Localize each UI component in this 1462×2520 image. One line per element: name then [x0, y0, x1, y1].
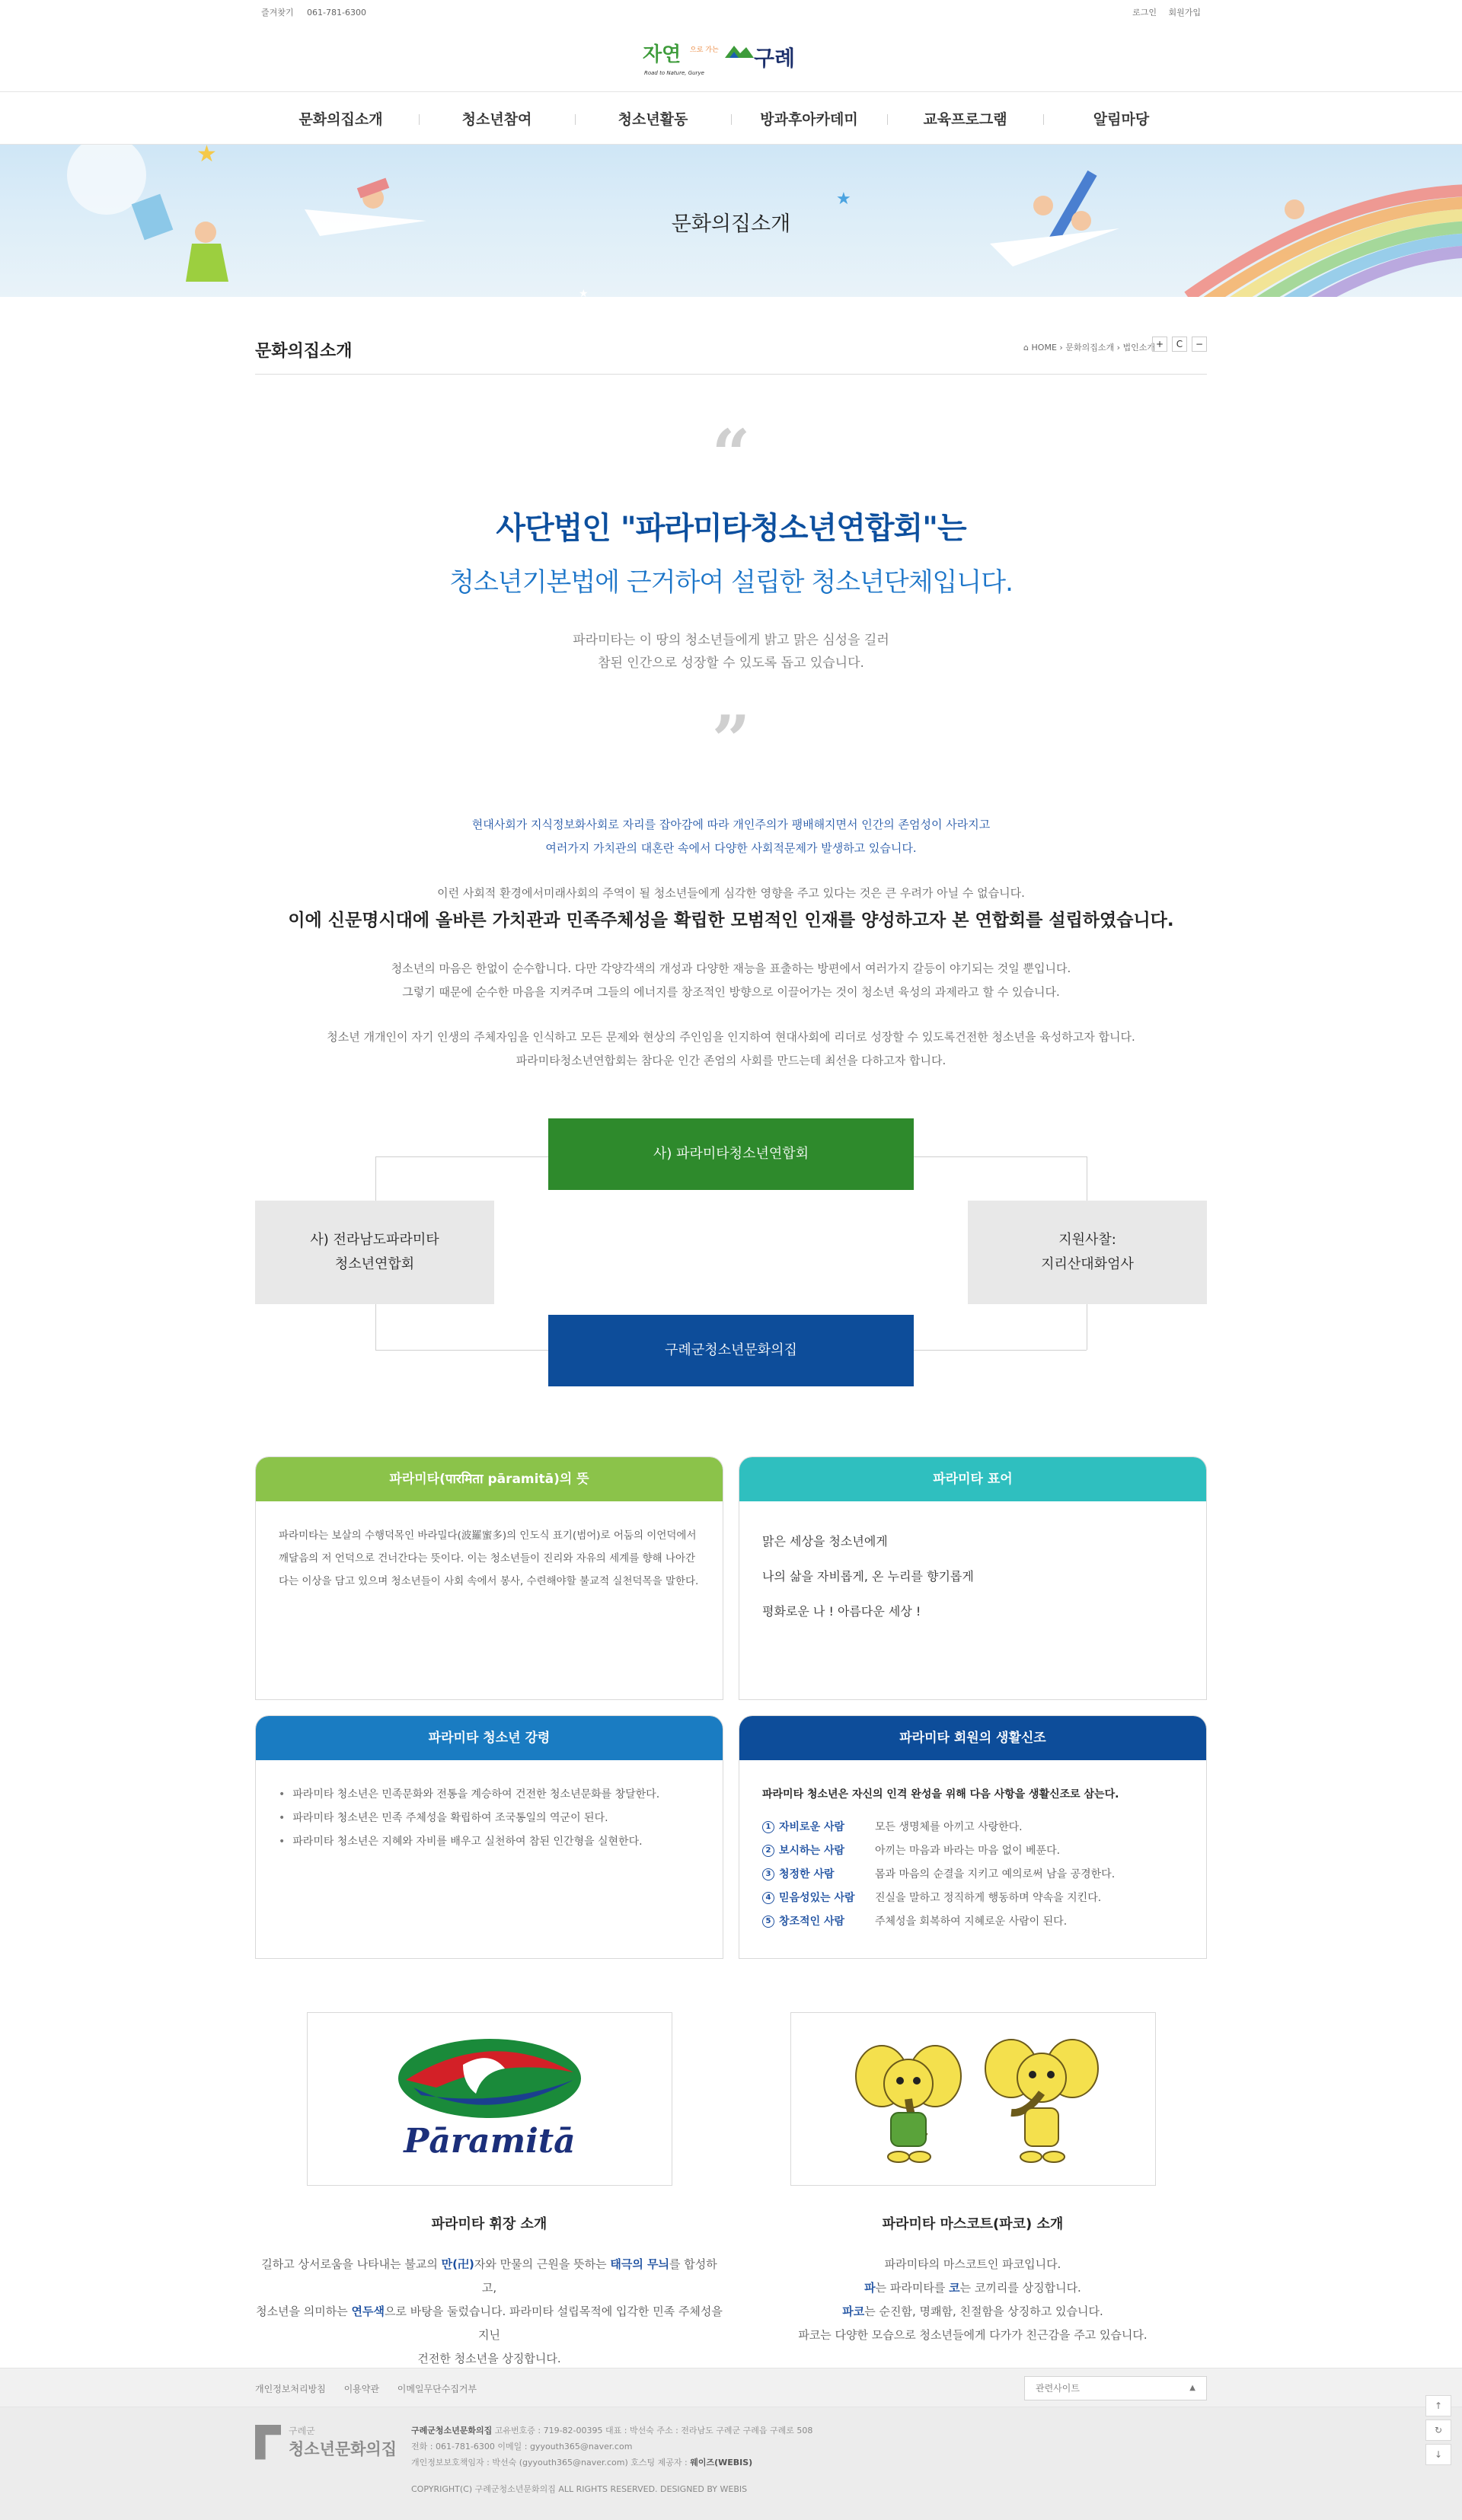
org-chart	[255, 1118, 1207, 1392]
footer-logo-big: 청소년문화의집	[289, 2440, 397, 2458]
charter-desc: 몸과 마음의 순결을 지키고 예의로써 남을 공경한다.	[875, 1868, 1116, 1880]
nav-item-activity[interactable]: 청소년활동	[575, 108, 731, 129]
emblem-text: 청소년을 의미하는	[256, 2305, 352, 2318]
text-size-tools	[1152, 337, 1207, 352]
chevron-right-icon: ›	[1059, 343, 1066, 352]
breadcrumb	[1023, 341, 1155, 353]
charter-desc: 아끼는 마음과 바라는 마음 없이 베푼다.	[875, 1845, 1061, 1857]
charter-key: 자비로운 사람	[779, 1821, 845, 1833]
charter-desc: 진실을 말하고 정직하게 행동하며 약속을 지킨다.	[875, 1892, 1102, 1904]
mascot-description	[739, 2253, 1207, 2347]
org-box-temple: 지원사찰: 지리산대화엄사	[968, 1201, 1207, 1304]
emblem-text: 길하고 상서로움을 나타내는 불교의	[261, 2257, 442, 2271]
footer-links	[255, 2382, 492, 2395]
nav-item-academy[interactable]: 방과후아카데미	[731, 108, 887, 129]
intro-subline: 청소년기본법에 근거하여 설립한 청소년단체입니다.	[449, 567, 1013, 598]
charter-number: 4	[762, 1892, 774, 1904]
site-footer	[0, 2368, 1462, 2520]
star-icon-blue: ★	[836, 190, 851, 209]
footer-org-name: 구례군청소년문화의집	[411, 2426, 493, 2435]
privacy-policy-link[interactable]: 개인정보처리방침	[255, 2384, 326, 2394]
body-paragraph-3	[255, 1026, 1207, 1073]
footer-copyright: COPYRIGHT(C) 구례군청소년문화의집 ALL RIGHTS RESERVED. DESIGNED BY WEBIS	[411, 2484, 748, 2494]
card-program-title: 파라미타 청소년 강령	[256, 1716, 723, 1760]
nav-item-about[interactable]: 문화의집소개	[298, 110, 383, 128]
top-phone: 061-781-6300	[307, 8, 366, 18]
logo-word-1: 자연	[643, 43, 682, 66]
footer-info-line-2: 전화 : 061-781-6300 이메일 : gyyouth365@naver.com	[411, 2442, 633, 2451]
mascot-pako-left	[856, 2046, 961, 2162]
card-program	[255, 1715, 723, 1959]
related-sites-select[interactable]	[1024, 2376, 1207, 2400]
rainbow-illustration	[1188, 190, 1462, 297]
body-p5: 파라미타청소년연합회는 참다운 인간 존엄의 사회를 만드는데 최선을 다하고자 합니다.	[516, 1054, 946, 1067]
motto-line: 나의 삶을 자비롭게, 온 누리를 향기롭게	[762, 1569, 974, 1584]
org-box-jeonnam: 사) 전라남도파라미타 청소년연합회	[255, 1201, 494, 1304]
program-item: • 파라미타 청소년은 민족문화와 전통을 계승하여 건전한 청소년문화를 창달한다.	[279, 1783, 700, 1807]
charter-number: 5	[762, 1916, 774, 1928]
cards-row-2	[255, 1715, 1207, 1959]
logo-row	[0, 24, 1462, 91]
star-icon-small: ★	[579, 288, 589, 297]
related-sites-label: 관련사이트	[1036, 2383, 1080, 2394]
body-p3: 그렇기 때문에 순수한 마음을 지켜주며 그들의 에너지를 창조적인 방향으로 이끌어가는 것이 청소년 육성의 과제라고 할 수 있습니다.	[402, 985, 1060, 999]
mascot-image	[790, 2012, 1156, 2186]
card-charter	[739, 1715, 1207, 1959]
card-motto-body	[739, 1501, 1206, 1652]
card-charter-title: 파라미타 회원의 생활신조	[739, 1716, 1206, 1760]
emblem-mascot-section	[255, 2012, 1207, 2371]
banner-title: 문화의집소개	[671, 212, 791, 236]
card-motto	[739, 1456, 1207, 1700]
emblem-text: 자와 만물의 근원을 뜻하는	[474, 2257, 611, 2271]
login-link[interactable]: 로그인	[1132, 8, 1157, 18]
mascot-pako-right	[985, 2040, 1098, 2162]
intro-sub-line-2: 참된 인간으로 성장할 수 있도록 돕고 있습니다.	[598, 656, 864, 671]
home-icon: ⌂	[1023, 343, 1032, 352]
charter-row	[762, 1839, 1183, 1863]
scroll-bottom-button[interactable]: ↓	[1425, 2444, 1451, 2465]
nav-item-education[interactable]: 교육프로그램	[887, 108, 1043, 129]
mascot-column	[739, 2012, 1207, 2371]
card-meaning-text: 파라미타는 보살의 수행덕목인 바라밀다(波羅蜜多)의 인도식 표기(범어)로 어둠의 이언덕에서 깨달음의 저 언덕으로 건너간다는 뜻이다. 이는 청소년들이 진리와 자유의 세계를 향해 나아간다는 이상을 담고 있으며 청소년들이 사회 속에서 봉사, 수련해야할 불교적 실천덕목을 말한다.	[279, 1530, 699, 1587]
charter-row	[762, 1816, 1183, 1839]
chevron-up-icon: ▲	[1189, 2384, 1195, 2392]
logo-word-2: 구례	[754, 46, 796, 71]
cards-row-1	[255, 1456, 1207, 1700]
card-motto-title: 파라미타 표어	[739, 1457, 1206, 1501]
program-item: • 파라미타 청소년은 지혜와 자비를 배우고 실천하여 참된 인간형을 실현한다.	[279, 1830, 700, 1854]
mascot-text: 는 순진함, 명쾌함, 친절함을 상징하고 있습니다.	[864, 2305, 1103, 2318]
quote-close-icon: ”	[711, 700, 751, 780]
org-box-headquarters: 사) 파라미타청소년연합회	[548, 1118, 914, 1190]
body-blue-line-2: 여러가지 가치관의 대혼란 속에서 다양한 사회적문제가 발생하고 있습니다.	[545, 841, 917, 855]
join-link[interactable]: 회원가입	[1168, 8, 1201, 18]
charter-number: 3	[762, 1868, 774, 1880]
emblem-description	[255, 2253, 723, 2371]
charter-key: 청정한 사람	[779, 1868, 835, 1880]
card-meaning	[255, 1456, 723, 1700]
breadcrumb-item-2[interactable]: 법인소개	[1122, 343, 1155, 352]
nav-item-participation[interactable]: 청소년참여	[419, 108, 575, 129]
content-header	[255, 297, 1207, 375]
charter-desc: 주체성을 회복하여 지혜로운 사람이 된다.	[875, 1916, 1068, 1928]
emblem-image	[307, 2012, 672, 2186]
quote-open-icon: “	[711, 414, 751, 493]
emblem-highlight: 만(卍)	[441, 2257, 474, 2271]
intro-headline: 사단법인 "파라미타청소년연합회"는	[496, 511, 966, 546]
logo-graphic	[640, 35, 822, 81]
terms-link[interactable]: 이용약관	[343, 2384, 379, 2394]
top-bar	[0, 0, 1462, 24]
body-paragraph-2	[255, 957, 1207, 1004]
footer-logo	[255, 2424, 397, 2460]
email-policy-link[interactable]: 이메일무단수집거부	[397, 2384, 477, 2394]
charter-key: 믿음성있는 사람	[779, 1892, 855, 1904]
refresh-button[interactable]: ↻	[1425, 2420, 1451, 2441]
charter-number: 2	[762, 1845, 774, 1857]
footer-body	[0, 2400, 1462, 2520]
mascot-title: 파라미타 마스코트(파코) 소개	[882, 2216, 1064, 2232]
quick-buttons	[1425, 2395, 1451, 2465]
body-blue-line-1: 현대사회가 지식정보화사회로 자리를 잡아감에 따라 개인주의가 팽배해지면서 인간의 존엄성이 사라지고	[471, 818, 991, 831]
body-paragraph-1: 이런 사회적 환경에서미래사회의 주역이 될 청소년들에게 심각한 영향을 주고 있다는 것은 큰 우려가 아닐 수 없습니다.	[437, 886, 1025, 900]
emblem-text: 건전한 청소년을 상징합니다.	[417, 2352, 561, 2365]
mascot-text: 파코는 다양한 모습으로 청소년들에게 다가가 친근감을 주고 있습니다.	[798, 2328, 1148, 2342]
footer-hosting: 웨이즈(WEBIS)	[690, 2458, 753, 2467]
program-item: • 파라미타 청소년은 민족 주체성을 확립하여 조국통일의 역군이 된다.	[279, 1807, 700, 1830]
footer-info	[411, 2423, 812, 2497]
mascot-pako-illustration	[836, 2023, 1110, 2175]
charter-key: 창조적인 사람	[779, 1916, 845, 1928]
emblem-column	[255, 2012, 723, 2371]
mascot-text: 는 파라미타를	[875, 2281, 950, 2295]
breadcrumb-home[interactable]: HOME	[1031, 343, 1057, 352]
main-nav	[0, 91, 1462, 145]
emblem-title: 파라미타 휘장 소개	[431, 2216, 547, 2232]
charter-number: 1	[762, 1821, 774, 1833]
charter-key: 보시하는 사람	[779, 1845, 845, 1857]
body-text	[255, 813, 1207, 1073]
body-p2: 청소년의 마음은 한없이 순수합니다. 다만 각양각색의 개성과 다양한 재능을 표출하는 방편에서 여러가지 갈등이 야기되는 것일 뿐입니다.	[391, 962, 1071, 975]
motto-line: 평화로운 나 ! 아름다운 세상 !	[762, 1604, 921, 1619]
body-p4: 청소년 개개인이 자기 인생의 주체자임을 인식하고 모든 문제와 현상의 주인임을 인지하여 현대사회에 리더로 성장할 수 있도록건전한 청소년을 육성하고자 합니다.	[327, 1030, 1135, 1044]
emblem-text: 으로 바탕을 둘렀습니다. 파라미타 설립목적에 입각한 민족 주체성을 지닌	[385, 2305, 723, 2342]
site-logo[interactable]	[640, 35, 822, 81]
footer-info-line-3: 개인정보보호책임자 : 박선숙 (gyyouth365@naver.com) 호스팅 제공자 :	[411, 2458, 691, 2467]
footer-bar	[0, 2368, 1462, 2407]
footer-logo-icon	[255, 2425, 281, 2460]
mascot-highlight: 파코	[842, 2305, 865, 2318]
chevron-right-icon: ›	[1116, 343, 1123, 352]
page-title: 문화의집소개	[255, 342, 353, 361]
logo-small-text: 으로 가는	[690, 46, 719, 54]
footer-logo-small: 구례군	[289, 2426, 315, 2436]
scroll-top-button[interactable]: ↑	[1425, 2395, 1451, 2416]
charter-row	[762, 1910, 1183, 1934]
nav-item-notice[interactable]: 알림마당	[1043, 108, 1199, 129]
card-charter-body	[739, 1760, 1206, 1957]
charter-desc: 모든 생명체를 아끼고 사랑한다.	[875, 1821, 1023, 1833]
breadcrumb-item-1[interactable]: 문화의집소개	[1065, 343, 1115, 352]
bookmark-link[interactable]: 즐겨찾기	[261, 8, 294, 18]
intro-sub-line-1: 파라미타는 이 땅의 청소년들에게 밝고 맑은 심성을 길러	[573, 633, 889, 648]
charter-lead: 파라미타 청소년은 자신의 인격 완성을 위해 다음 사항을 생활신조로 삼는다.	[762, 1788, 1119, 1801]
emblem-text: 를 합성하고,	[481, 2257, 717, 2295]
motto-line: 맑은 세상을 청소년에게	[762, 1534, 888, 1549]
card-program-body	[256, 1760, 723, 1877]
intro-section	[255, 414, 1207, 780]
charter-row	[762, 1863, 1183, 1887]
reset-zoom-button[interactable]: C	[1172, 337, 1187, 352]
sub-visual-banner	[0, 145, 1462, 297]
mascot-text: 는 코끼리를 상징합니다.	[959, 2281, 1081, 2295]
emblem-highlight: 연두색	[351, 2305, 385, 2318]
zoom-out-button[interactable]: −	[1192, 337, 1207, 352]
logo-tagline: Road to Nature, Gurye	[644, 70, 704, 76]
charter-row	[762, 1887, 1183, 1910]
mascot-highlight: 코	[949, 2281, 960, 2295]
mascot-highlight: 파	[864, 2281, 876, 2295]
body-strong-text: 이에 신문명시대에 올바른 가치관과 민족주체성을 확립한 모범적인 인재를 양성하고자 본 연합회를 설립하였습니다.	[288, 911, 1174, 930]
mascot-text: 파라미타의 마스코트인 파코입니다.	[884, 2257, 1061, 2271]
emblem-wordmark: Pāramitā	[403, 2122, 576, 2161]
star-icon: ★	[196, 145, 217, 167]
body-blue-text	[255, 813, 1207, 860]
zoom-in-button[interactable]: +	[1152, 337, 1167, 352]
intro-sub	[255, 629, 1207, 675]
card-meaning-title: 파라미타(पारमिता pāramitā)의 뜻	[256, 1457, 723, 1501]
logo-mountain	[725, 46, 754, 58]
emblem-highlight: 태극의 무늬	[610, 2257, 670, 2271]
org-box-culture-house: 구례군청소년문화의집	[548, 1315, 914, 1386]
footer-info-line-1: 고유번호증 : 719-82-00395 대표 : 박선숙 주소 : 전라남도 구례군 구례읍 구례로 508	[492, 2426, 813, 2435]
paramita-emblem-logo	[391, 2034, 589, 2164]
